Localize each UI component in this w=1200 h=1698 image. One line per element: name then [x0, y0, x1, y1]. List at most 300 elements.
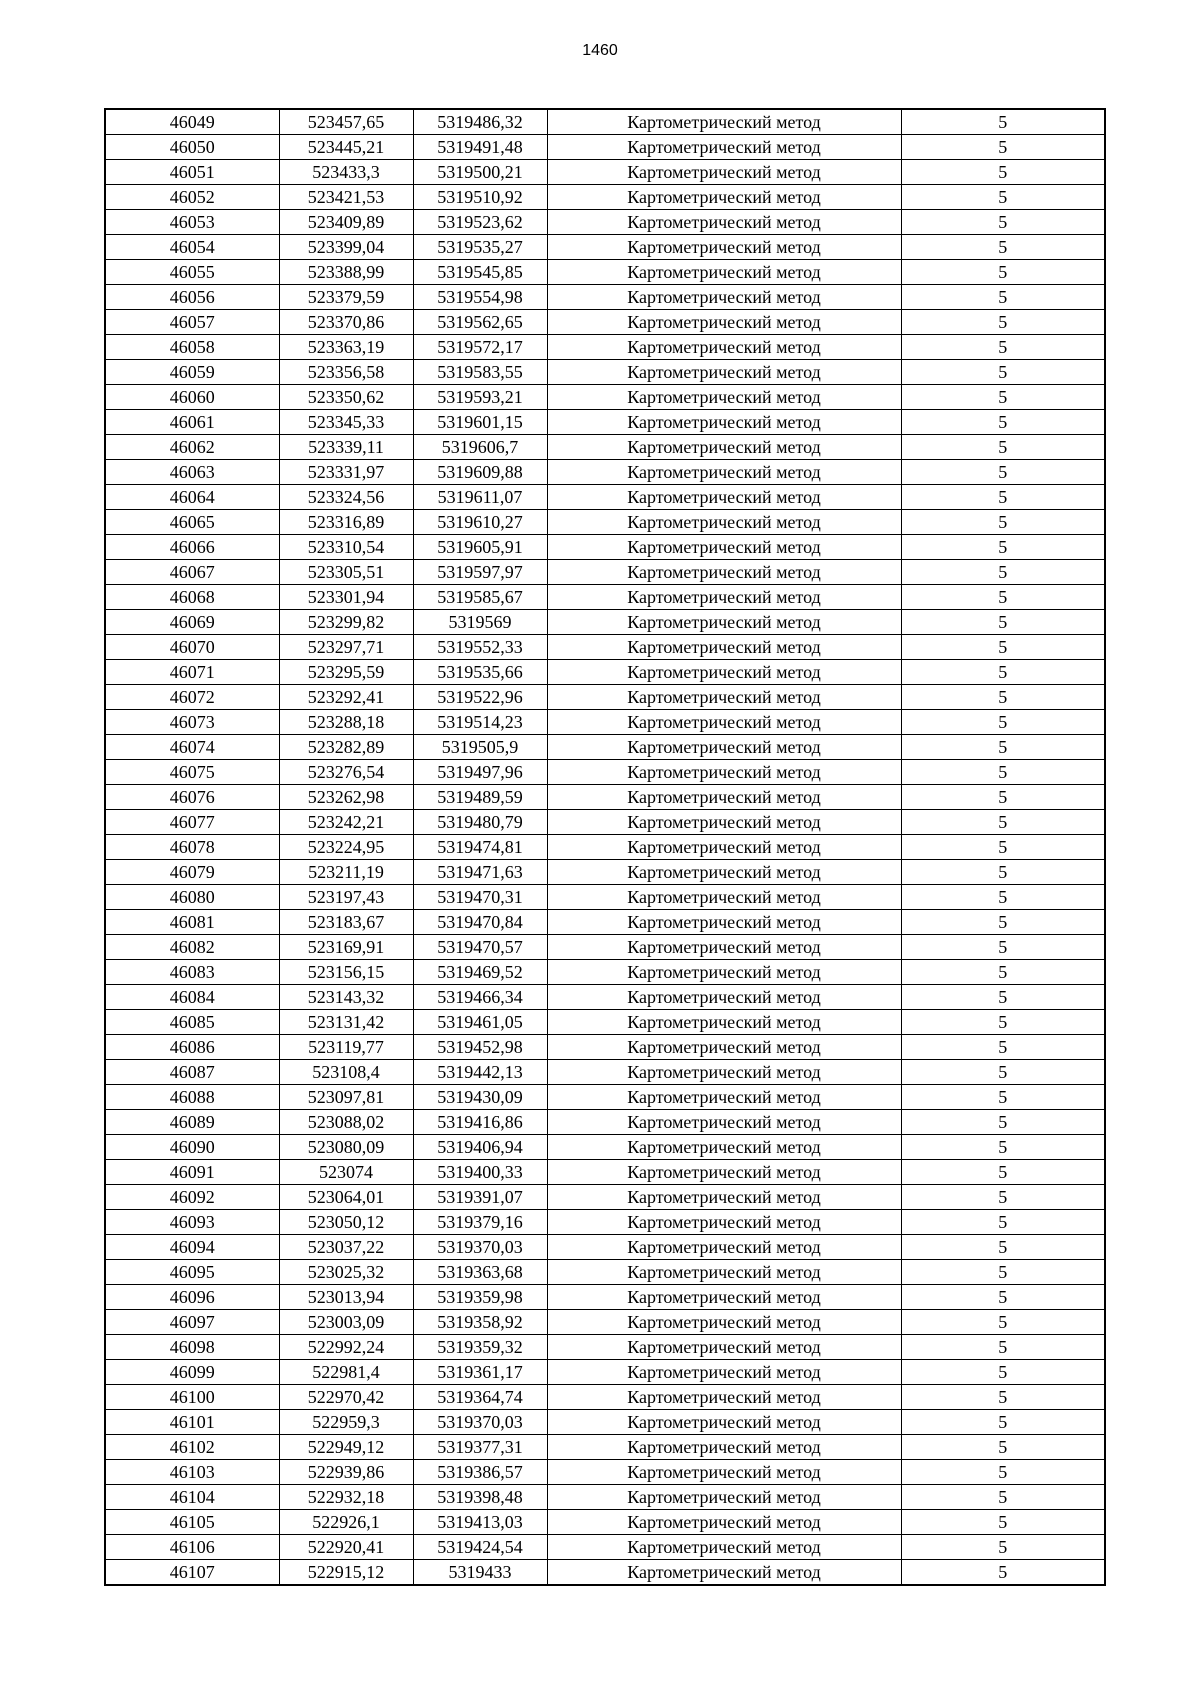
y-coordinate-cell: 5319569	[413, 610, 547, 635]
table-row	[105, 785, 1105, 810]
point-number-cell: 46062	[105, 435, 279, 460]
point-number-cell: 46105	[105, 1510, 279, 1535]
accuracy-cell: 5	[901, 1135, 1105, 1160]
point-number-cell: 46059	[105, 360, 279, 385]
point-number-cell: 46052	[105, 185, 279, 210]
table-row	[105, 585, 1105, 610]
table-body	[105, 109, 1105, 1585]
accuracy-cell: 5	[901, 1335, 1105, 1360]
x-coordinate-cell: 523282,89	[279, 735, 413, 760]
x-coordinate-cell: 523050,12	[279, 1210, 413, 1235]
y-coordinate-cell: 5319364,74	[413, 1385, 547, 1410]
point-number-cell: 46061	[105, 410, 279, 435]
x-coordinate-cell: 522915,12	[279, 1560, 413, 1586]
table-row	[105, 1110, 1105, 1135]
point-number-cell: 46066	[105, 535, 279, 560]
table-row	[105, 1535, 1105, 1560]
table-row	[105, 260, 1105, 285]
method-cell: Картометрический метод	[547, 760, 901, 785]
accuracy-cell: 5	[901, 1235, 1105, 1260]
accuracy-cell: 5	[901, 360, 1105, 385]
method-cell: Картометрический метод	[547, 435, 901, 460]
table-row	[105, 385, 1105, 410]
y-coordinate-cell: 5319466,34	[413, 985, 547, 1010]
table-row	[105, 1285, 1105, 1310]
method-cell: Картометрический метод	[547, 535, 901, 560]
y-coordinate-cell: 5319505,9	[413, 735, 547, 760]
point-number-cell: 46103	[105, 1460, 279, 1485]
table-row	[105, 985, 1105, 1010]
point-number-cell: 46088	[105, 1085, 279, 1110]
method-cell: Картометрический метод	[547, 1435, 901, 1460]
y-coordinate-cell: 5319535,27	[413, 235, 547, 260]
point-number-cell: 46091	[105, 1160, 279, 1185]
y-coordinate-cell: 5319416,86	[413, 1110, 547, 1135]
method-cell: Картометрический метод	[547, 335, 901, 360]
y-coordinate-cell: 5319552,33	[413, 635, 547, 660]
accuracy-cell: 5	[901, 560, 1105, 585]
point-number-cell: 46082	[105, 935, 279, 960]
method-cell: Картометрический метод	[547, 410, 901, 435]
accuracy-cell: 5	[901, 860, 1105, 885]
point-number-cell: 46087	[105, 1060, 279, 1085]
table-row	[105, 860, 1105, 885]
y-coordinate-cell: 5319461,05	[413, 1010, 547, 1035]
x-coordinate-cell: 523292,41	[279, 685, 413, 710]
point-number-cell: 46099	[105, 1360, 279, 1385]
accuracy-cell: 5	[901, 235, 1105, 260]
table-row	[105, 485, 1105, 510]
y-coordinate-cell: 5319469,52	[413, 960, 547, 985]
y-coordinate-cell: 5319470,57	[413, 935, 547, 960]
table-row	[105, 1210, 1105, 1235]
x-coordinate-cell: 523108,4	[279, 1060, 413, 1085]
x-coordinate-cell: 523156,15	[279, 960, 413, 985]
method-cell: Картометрический метод	[547, 1185, 901, 1210]
table-row	[105, 109, 1105, 135]
point-number-cell: 46058	[105, 335, 279, 360]
table-row	[105, 1235, 1105, 1260]
table-row	[105, 435, 1105, 460]
table-row	[105, 310, 1105, 335]
x-coordinate-cell: 523143,32	[279, 985, 413, 1010]
method-cell: Картометрический метод	[547, 1135, 901, 1160]
point-number-cell: 46101	[105, 1410, 279, 1435]
method-cell: Картометрический метод	[547, 1060, 901, 1085]
point-number-cell: 46071	[105, 660, 279, 685]
x-coordinate-cell: 523409,89	[279, 210, 413, 235]
method-cell: Картометрический метод	[547, 735, 901, 760]
x-coordinate-cell: 523370,86	[279, 310, 413, 335]
accuracy-cell: 5	[901, 1035, 1105, 1060]
accuracy-cell: 5	[901, 660, 1105, 685]
x-coordinate-cell: 523356,58	[279, 360, 413, 385]
accuracy-cell: 5	[901, 785, 1105, 810]
table-row	[105, 160, 1105, 185]
table-row	[105, 760, 1105, 785]
y-coordinate-cell: 5319606,7	[413, 435, 547, 460]
method-cell: Картометрический метод	[547, 1510, 901, 1535]
table-row	[105, 535, 1105, 560]
y-coordinate-cell: 5319605,91	[413, 535, 547, 560]
method-cell: Картометрический метод	[547, 235, 901, 260]
method-cell: Картометрический метод	[547, 285, 901, 310]
method-cell: Картометрический метод	[547, 560, 901, 585]
y-coordinate-cell: 5319433	[413, 1560, 547, 1586]
accuracy-cell: 5	[901, 1185, 1105, 1210]
point-number-cell: 46073	[105, 710, 279, 735]
y-coordinate-cell: 5319554,98	[413, 285, 547, 310]
point-number-cell: 46106	[105, 1535, 279, 1560]
accuracy-cell: 5	[901, 185, 1105, 210]
y-coordinate-cell: 5319359,98	[413, 1285, 547, 1310]
x-coordinate-cell: 523445,21	[279, 135, 413, 160]
table-row	[105, 935, 1105, 960]
point-number-cell: 46081	[105, 910, 279, 935]
method-cell: Картометрический метод	[547, 1560, 901, 1586]
accuracy-cell: 5	[901, 310, 1105, 335]
table-row	[105, 710, 1105, 735]
accuracy-cell: 5	[901, 260, 1105, 285]
point-number-cell: 46080	[105, 885, 279, 910]
y-coordinate-cell: 5319522,96	[413, 685, 547, 710]
x-coordinate-cell: 522949,12	[279, 1435, 413, 1460]
table-row	[105, 460, 1105, 485]
method-cell: Картометрический метод	[547, 1460, 901, 1485]
method-cell: Картометрический метод	[547, 810, 901, 835]
point-number-cell: 46060	[105, 385, 279, 410]
y-coordinate-cell: 5319377,31	[413, 1435, 547, 1460]
table-row	[105, 1335, 1105, 1360]
point-number-cell: 46102	[105, 1435, 279, 1460]
method-cell: Картометрический метод	[547, 1310, 901, 1335]
x-coordinate-cell: 523457,65	[279, 109, 413, 135]
method-cell: Картометрический метод	[547, 385, 901, 410]
accuracy-cell: 5	[901, 1310, 1105, 1335]
y-coordinate-cell: 5319585,67	[413, 585, 547, 610]
y-coordinate-cell: 5319413,03	[413, 1510, 547, 1535]
table-row	[105, 360, 1105, 385]
point-number-cell: 46104	[105, 1485, 279, 1510]
method-cell: Картометрический метод	[547, 135, 901, 160]
table-row	[105, 1310, 1105, 1335]
method-cell: Картометрический метод	[547, 1160, 901, 1185]
accuracy-cell: 5	[901, 1260, 1105, 1285]
accuracy-cell: 5	[901, 210, 1105, 235]
point-number-cell: 46086	[105, 1035, 279, 1060]
x-coordinate-cell: 523131,42	[279, 1010, 413, 1035]
accuracy-cell: 5	[901, 535, 1105, 560]
x-coordinate-cell: 523399,04	[279, 235, 413, 260]
point-number-cell: 46057	[105, 310, 279, 335]
point-number-cell: 46078	[105, 835, 279, 860]
y-coordinate-cell: 5319480,79	[413, 810, 547, 835]
table-row	[105, 1560, 1105, 1586]
method-cell: Картометрический метод	[547, 1385, 901, 1410]
accuracy-cell: 5	[901, 1410, 1105, 1435]
accuracy-cell: 5	[901, 635, 1105, 660]
point-number-cell: 46098	[105, 1335, 279, 1360]
x-coordinate-cell: 523331,97	[279, 460, 413, 485]
accuracy-cell: 5	[901, 1510, 1105, 1535]
x-coordinate-cell: 522932,18	[279, 1485, 413, 1510]
accuracy-cell: 5	[901, 335, 1105, 360]
x-coordinate-cell: 523288,18	[279, 710, 413, 735]
y-coordinate-cell: 5319470,84	[413, 910, 547, 935]
accuracy-cell: 5	[901, 1160, 1105, 1185]
x-coordinate-cell: 523169,91	[279, 935, 413, 960]
x-coordinate-cell: 523276,54	[279, 760, 413, 785]
point-number-cell: 46056	[105, 285, 279, 310]
x-coordinate-cell: 523262,98	[279, 785, 413, 810]
x-coordinate-cell: 522959,3	[279, 1410, 413, 1435]
point-number-cell: 46067	[105, 560, 279, 585]
method-cell: Картометрический метод	[547, 510, 901, 535]
method-cell: Картометрический метод	[547, 310, 901, 335]
accuracy-cell: 5	[901, 760, 1105, 785]
table-row	[105, 610, 1105, 635]
point-number-cell: 46065	[105, 510, 279, 535]
point-number-cell: 46090	[105, 1135, 279, 1160]
method-cell: Картометрический метод	[547, 360, 901, 385]
accuracy-cell: 5	[901, 1085, 1105, 1110]
point-number-cell: 46100	[105, 1385, 279, 1410]
method-cell: Картометрический метод	[547, 1235, 901, 1260]
y-coordinate-cell: 5319510,92	[413, 185, 547, 210]
y-coordinate-cell: 5319597,97	[413, 560, 547, 585]
y-coordinate-cell: 5319489,59	[413, 785, 547, 810]
table-row	[105, 510, 1105, 535]
point-number-cell: 46079	[105, 860, 279, 885]
x-coordinate-cell: 523310,54	[279, 535, 413, 560]
accuracy-cell: 5	[901, 285, 1105, 310]
accuracy-cell: 5	[901, 135, 1105, 160]
accuracy-cell: 5	[901, 1435, 1105, 1460]
method-cell: Картометрический метод	[547, 485, 901, 510]
y-coordinate-cell: 5319601,15	[413, 410, 547, 435]
x-coordinate-cell: 523345,33	[279, 410, 413, 435]
accuracy-cell: 5	[901, 1460, 1105, 1485]
table-row	[105, 1085, 1105, 1110]
method-cell: Картометрический метод	[547, 785, 901, 810]
point-number-cell: 46093	[105, 1210, 279, 1235]
method-cell: Картометрический метод	[547, 660, 901, 685]
point-number-cell: 46050	[105, 135, 279, 160]
accuracy-cell: 5	[901, 835, 1105, 860]
table-row	[105, 1160, 1105, 1185]
y-coordinate-cell: 5319370,03	[413, 1410, 547, 1435]
method-cell: Картометрический метод	[547, 910, 901, 935]
method-cell: Картометрический метод	[547, 635, 901, 660]
accuracy-cell: 5	[901, 710, 1105, 735]
accuracy-cell: 5	[901, 810, 1105, 835]
accuracy-cell: 5	[901, 160, 1105, 185]
table-row	[105, 1260, 1105, 1285]
accuracy-cell: 5	[901, 1535, 1105, 1560]
point-number-cell: 46083	[105, 960, 279, 985]
x-coordinate-cell: 522926,1	[279, 1510, 413, 1535]
table-row	[105, 1010, 1105, 1035]
y-coordinate-cell: 5319391,07	[413, 1185, 547, 1210]
table-row	[105, 185, 1105, 210]
y-coordinate-cell: 5319610,27	[413, 510, 547, 535]
point-number-cell: 46074	[105, 735, 279, 760]
table-row	[105, 735, 1105, 760]
table-row	[105, 1185, 1105, 1210]
table-row	[105, 1435, 1105, 1460]
table-row	[105, 1485, 1105, 1510]
y-coordinate-cell: 5319583,55	[413, 360, 547, 385]
point-number-cell: 46069	[105, 610, 279, 635]
x-coordinate-cell: 523003,09	[279, 1310, 413, 1335]
y-coordinate-cell: 5319398,48	[413, 1485, 547, 1510]
point-number-cell: 46089	[105, 1110, 279, 1135]
table-row	[105, 1060, 1105, 1085]
x-coordinate-cell: 523242,21	[279, 810, 413, 835]
method-cell: Картометрический метод	[547, 1085, 901, 1110]
table-row	[105, 560, 1105, 585]
y-coordinate-cell: 5319430,09	[413, 1085, 547, 1110]
accuracy-cell: 5	[901, 1360, 1105, 1385]
method-cell: Картометрический метод	[547, 1360, 901, 1385]
table-row	[105, 810, 1105, 835]
y-coordinate-cell: 5319452,98	[413, 1035, 547, 1060]
y-coordinate-cell: 5319471,63	[413, 860, 547, 885]
method-cell: Картометрический метод	[547, 860, 901, 885]
accuracy-cell: 5	[901, 485, 1105, 510]
method-cell: Картометрический метод	[547, 1285, 901, 1310]
table-row	[105, 960, 1105, 985]
x-coordinate-cell: 523013,94	[279, 1285, 413, 1310]
accuracy-cell: 5	[901, 1285, 1105, 1310]
y-coordinate-cell: 5319486,32	[413, 109, 547, 135]
accuracy-cell: 5	[901, 385, 1105, 410]
y-coordinate-cell: 5319609,88	[413, 460, 547, 485]
point-number-cell: 46068	[105, 585, 279, 610]
accuracy-cell: 5	[901, 935, 1105, 960]
table-row	[105, 835, 1105, 860]
point-number-cell: 46049	[105, 109, 279, 135]
table-row	[105, 910, 1105, 935]
table-row	[105, 235, 1105, 260]
accuracy-cell: 5	[901, 435, 1105, 460]
method-cell: Картометрический метод	[547, 585, 901, 610]
point-number-cell: 46070	[105, 635, 279, 660]
x-coordinate-cell: 523339,11	[279, 435, 413, 460]
x-coordinate-cell: 523379,59	[279, 285, 413, 310]
x-coordinate-cell: 523350,62	[279, 385, 413, 410]
table-row	[105, 1460, 1105, 1485]
accuracy-cell: 5	[901, 1385, 1105, 1410]
y-coordinate-cell: 5319379,16	[413, 1210, 547, 1235]
x-coordinate-cell: 523097,81	[279, 1085, 413, 1110]
point-number-cell: 46076	[105, 785, 279, 810]
method-cell: Картометрический метод	[547, 1260, 901, 1285]
y-coordinate-cell: 5319474,81	[413, 835, 547, 860]
x-coordinate-cell: 522981,4	[279, 1360, 413, 1385]
point-number-cell: 46077	[105, 810, 279, 835]
point-number-cell: 46094	[105, 1235, 279, 1260]
accuracy-cell: 5	[901, 960, 1105, 985]
accuracy-cell: 5	[901, 1110, 1105, 1135]
table-row	[105, 1135, 1105, 1160]
y-coordinate-cell: 5319535,66	[413, 660, 547, 685]
y-coordinate-cell: 5319424,54	[413, 1535, 547, 1560]
y-coordinate-cell: 5319523,62	[413, 210, 547, 235]
point-number-cell: 46064	[105, 485, 279, 510]
method-cell: Картометрический метод	[547, 460, 901, 485]
x-coordinate-cell: 523074	[279, 1160, 413, 1185]
page-number: 1460	[582, 42, 618, 59]
accuracy-cell: 5	[901, 1010, 1105, 1035]
point-number-cell: 46072	[105, 685, 279, 710]
x-coordinate-cell: 523388,99	[279, 260, 413, 285]
y-coordinate-cell: 5319361,17	[413, 1360, 547, 1385]
x-coordinate-cell: 522920,41	[279, 1535, 413, 1560]
accuracy-cell: 5	[901, 1560, 1105, 1586]
accuracy-cell: 5	[901, 1485, 1105, 1510]
x-coordinate-cell: 523316,89	[279, 510, 413, 535]
y-coordinate-cell: 5319386,57	[413, 1460, 547, 1485]
point-number-cell: 46054	[105, 235, 279, 260]
accuracy-cell: 5	[901, 985, 1105, 1010]
table-row	[105, 335, 1105, 360]
x-coordinate-cell: 523119,77	[279, 1035, 413, 1060]
x-coordinate-cell: 523025,32	[279, 1260, 413, 1285]
table-row	[105, 285, 1105, 310]
y-coordinate-cell: 5319406,94	[413, 1135, 547, 1160]
y-coordinate-cell: 5319593,21	[413, 385, 547, 410]
x-coordinate-cell: 523088,02	[279, 1110, 413, 1135]
x-coordinate-cell: 523064,01	[279, 1185, 413, 1210]
method-cell: Картометрический метод	[547, 260, 901, 285]
y-coordinate-cell: 5319470,31	[413, 885, 547, 910]
x-coordinate-cell: 523301,94	[279, 585, 413, 610]
accuracy-cell: 5	[901, 510, 1105, 535]
point-number-cell: 46075	[105, 760, 279, 785]
table-row	[105, 635, 1105, 660]
y-coordinate-cell: 5319358,92	[413, 1310, 547, 1335]
x-coordinate-cell: 523080,09	[279, 1135, 413, 1160]
x-coordinate-cell: 523297,71	[279, 635, 413, 660]
point-number-cell: 46053	[105, 210, 279, 235]
method-cell: Картометрический метод	[547, 1485, 901, 1510]
y-coordinate-cell: 5319545,85	[413, 260, 547, 285]
y-coordinate-cell: 5319442,13	[413, 1060, 547, 1085]
x-coordinate-cell: 523037,22	[279, 1235, 413, 1260]
accuracy-cell: 5	[901, 735, 1105, 760]
table-row	[105, 410, 1105, 435]
method-cell: Картометрический метод	[547, 1210, 901, 1235]
accuracy-cell: 5	[901, 460, 1105, 485]
method-cell: Картометрический метод	[547, 685, 901, 710]
x-coordinate-cell: 523211,19	[279, 860, 413, 885]
x-coordinate-cell: 523183,67	[279, 910, 413, 935]
accuracy-cell: 5	[901, 1060, 1105, 1085]
point-number-cell: 46107	[105, 1560, 279, 1586]
method-cell: Картометрический метод	[547, 1110, 901, 1135]
x-coordinate-cell: 523305,51	[279, 560, 413, 585]
y-coordinate-cell: 5319491,48	[413, 135, 547, 160]
table-row	[105, 135, 1105, 160]
point-number-cell: 46084	[105, 985, 279, 1010]
method-cell: Картометрический метод	[547, 1335, 901, 1360]
x-coordinate-cell: 523324,56	[279, 485, 413, 510]
method-cell: Картометрический метод	[547, 710, 901, 735]
accuracy-cell: 5	[901, 410, 1105, 435]
method-cell: Картометрический метод	[547, 1410, 901, 1435]
y-coordinate-cell: 5319572,17	[413, 335, 547, 360]
